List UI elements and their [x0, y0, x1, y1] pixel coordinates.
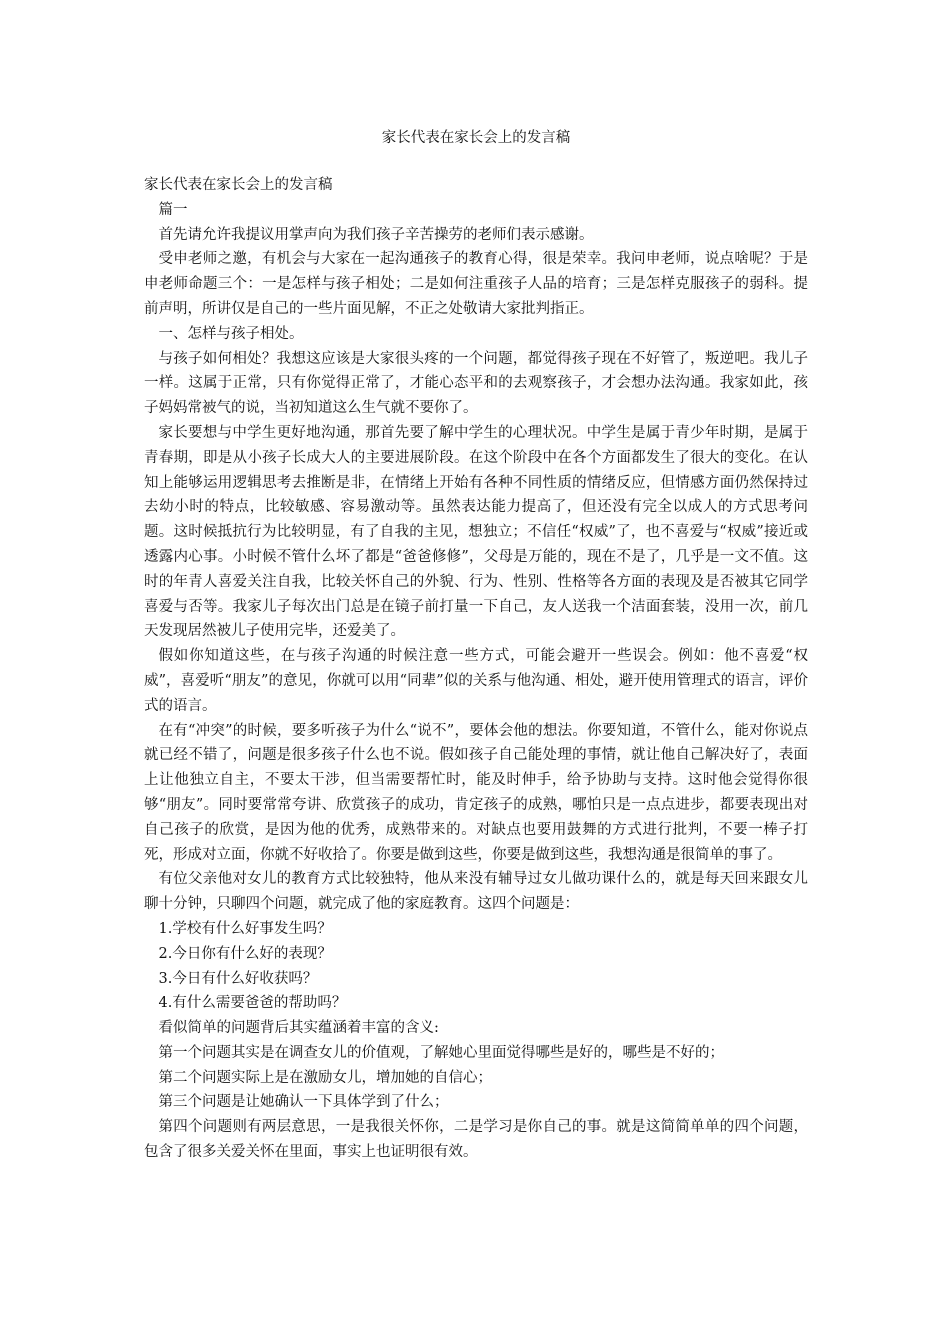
list-item: 3.今日有什么好收获吗？: [158, 970, 318, 987]
paragraph: 第一个问题其实是在调查女儿的价值观，了解她心里面觉得哪些是好的，哪些是不好的；: [158, 1044, 724, 1061]
paragraph: 第二个问题实际上是在激励女儿，增加她的自信心；: [158, 1069, 492, 1086]
paragraph: 假如你知道这些，在与孩子沟通的时候注意一些方式，可能会避开一些误会。例如：他不喜爱“权威”，喜爱听“朋友”的意见，你就可以用“同辈”似的关系与他沟通、相处，避开使用管理式的语言，评价式的语言。: [144, 648, 808, 714]
paragraph: 第三个问题是让她确认一下具体学到了什么；: [158, 1094, 449, 1111]
paragraph: 看似简单的问题背后其实蕴涵着丰富的含义:: [158, 1020, 439, 1037]
document-heading: 家长代表在家长会上的发言稿: [144, 177, 333, 193]
list-item: 2.今日你有什么好的表现？: [158, 945, 332, 962]
paragraph: 第四个问题则有两层意思，一是我很关怀你，二是学习是你自己的事。就是这简简单单的四个问题，包含了很多关爱关怀在里面，事实上也证明很有效。: [144, 1119, 808, 1161]
paragraph-section-heading: 一、怎样与孩子相处。: [158, 325, 304, 342]
document-body: [144, 173, 808, 1165]
paragraph: 有位父亲他对女儿的教育方式比较独特，他从来没有辅导过女儿做功课什么的，就是每天回来跟女儿聊十分钟，只聊四个问题，就完成了他的家庭教育。这四个问题是：: [144, 871, 808, 913]
document-title: 家长代表在家长会上的发言稿: [381, 130, 571, 146]
paragraph-section-label: 篇一: [158, 201, 188, 218]
list-item: 1.学校有什么好事发生吗？: [158, 920, 332, 937]
paragraph: 家长要想与中学生更好地沟通，那首先要了解中学生的心理状况。中学生是属于青少年时期，是属于青春期，即是从小孩子长成大人的主要进展阶段。在这个阶段中在各个方面都发生了很大的变化。在认知上能够运用逻辑思考去推断是非，在情绪上开始有各种不同性质的情绪反应，但情感方面仍然保持过去幼小时的特点，比较敏感、容易激动等。虽然表达能力提高了，但还没有完全以成人的方式思考问题。这时候抵抗行为比较明显，有了自我的主见，想独立；不信任“权威”了，也不喜爱与“权威”接近或透露内心事。小时候不管什么坏了都是“爸爸修修”，父母是万能的，现在不是了，几乎是一文不值。这时的年青人喜爱关注自我，比较关怀自己的外貌、行为、性别、性格等各方面的表现及是否被其它同学喜爱与否等。我家儿子每次出门总是在镜子前打量一下自己，友人送我一个洁面套装，没用一次，前几天发现居然被儿子使用完毕，还爱美了。: [144, 424, 808, 640]
paragraph: 在有“冲突”的时候，要多听孩子为什么“说不”，要体会他的想法。你要知道，不管什么，能对你说点就已经不错了，问题是很多孩子什么也不说。假如孩子自己能处理的事情，就让他自己解决好了，表面上让他独立自主，不要太干涉，但当需要帮忙时，能及时伸手，给予协助与支持。这时他会觉得你很够“朋友”。同时要常常夸讲、欣赏孩子的成功，肯定孩子的成熟，哪怕只是一点点进步，都要表现出对自己孩子的欣赏，是因为他的优秀，成熟带来的。对缺点也要用鼓舞的方式进行批判，不要一棒子打死，形成对立面，你就不好收拾了。你要是做到这些，你要是做到这些，我想沟通是很简单的事了。: [144, 722, 808, 863]
paragraph: 首先请允许我提议用掌声向为我们孩子辛苦操劳的老师们表示感谢。: [158, 226, 594, 243]
paragraph: 与孩子如何相处？我想这应该是大家很头疼的一个问题，都觉得孩子现在不好管了，叛逆吧。我儿子一样。这属于正常，只有你觉得正常了，才能心态平和的去观察孩子，才会想办法沟通。我家如此，孩子妈妈常被气的说，当初知道这么生气就不要你了。: [144, 350, 808, 417]
list-item: 4.有什么需要爸爸的帮助吗？: [158, 995, 347, 1012]
paragraph: 受申老师之邀，有机会与大家在一起沟通孩子的教育心得，很是荣幸。我问申老师，说点啥呢？于是申老师命题三个：一是怎样与孩子相处；二是如何注重孩子人品的培育；三是怎样克服孩子的弱科。提前声明，所讲仅是自己的一些片面见解，不正之处敬请大家批判指正。: [144, 251, 808, 317]
